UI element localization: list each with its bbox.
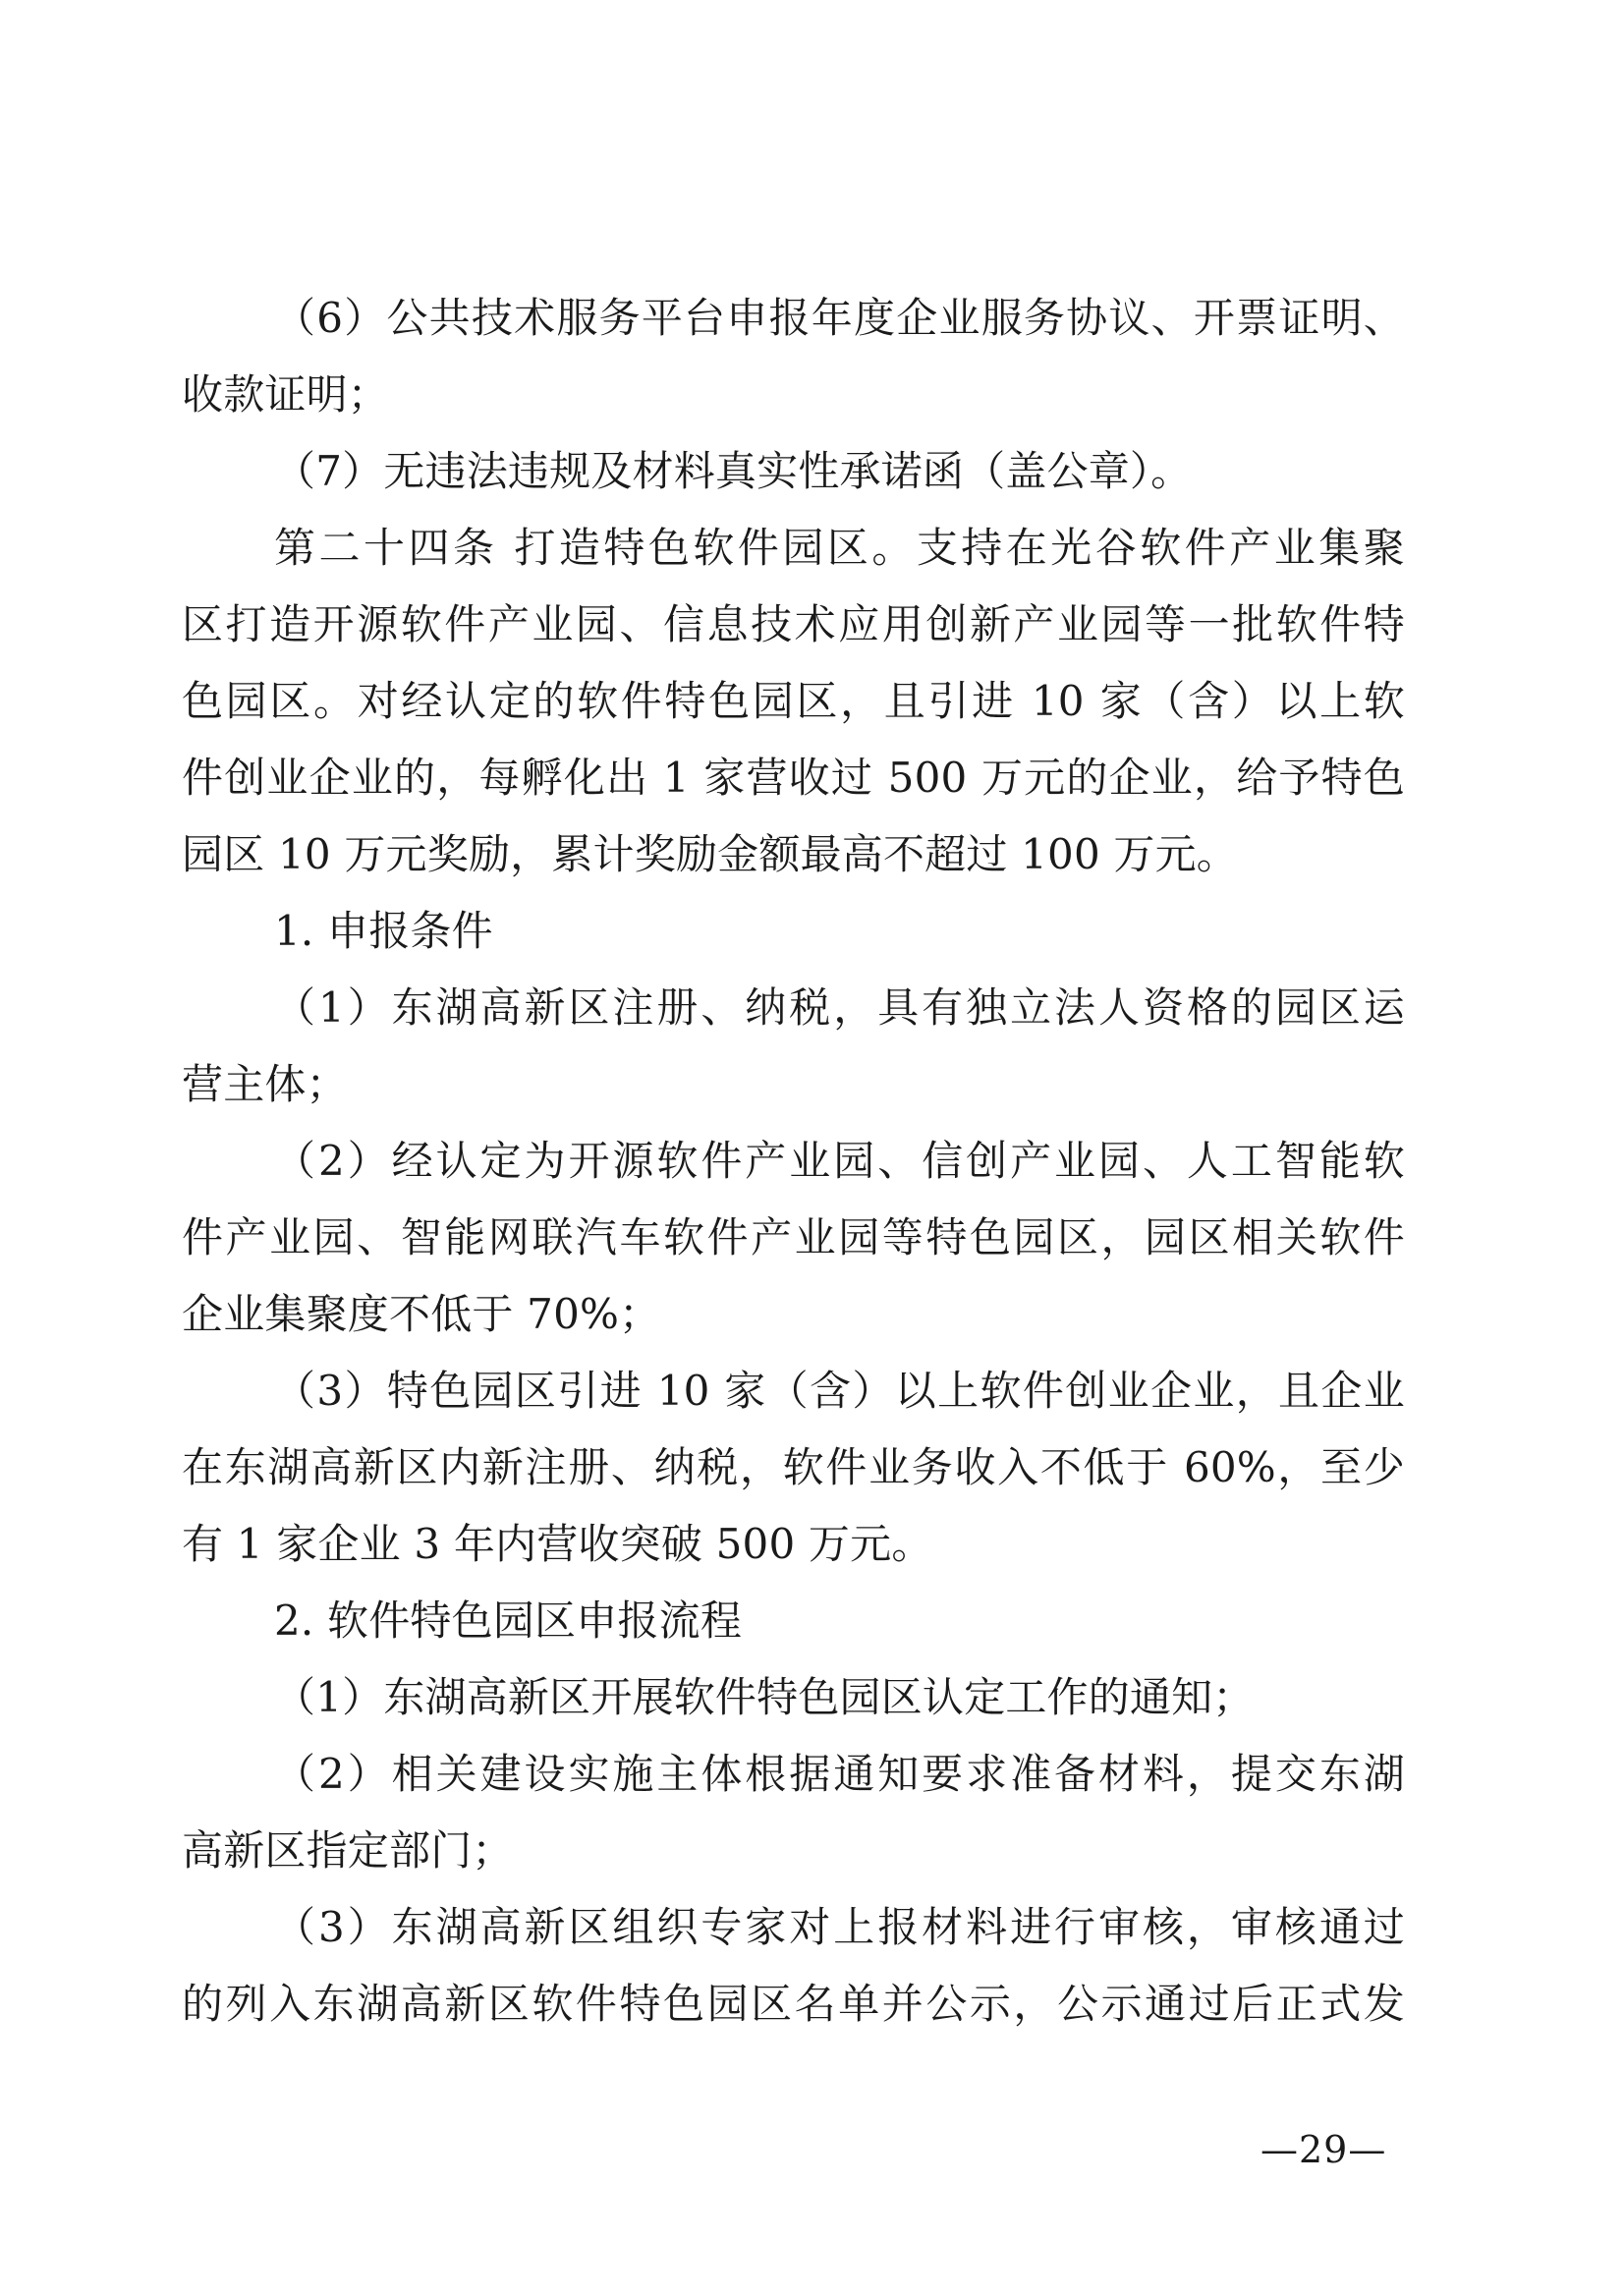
condition-3-line-1: （3）特色园区引进 10 家（含）以上软件创业企业，且企业 xyxy=(274,1367,1405,1415)
article-24-line-5: 园区 10 万元奖励，累计奖励金额最高不超过 100 万元。 xyxy=(182,830,1239,878)
process-3-line-2: 的列入东湖高新区软件特色园区名单并公示，公示通过后正式发 xyxy=(182,1980,1405,2028)
text-line-item-7: （7）无违法违规及材料真实性承诺函（盖公章）。 xyxy=(274,447,1193,495)
document-page xyxy=(182,280,1405,2043)
section-heading-conditions: 1. 申报条件 xyxy=(274,907,493,955)
process-1-line: （1）东湖高新区开展软件特色园区认定工作的通知； xyxy=(274,1673,1255,1721)
condition-2-line-3: 企业集聚度不低于 70%； xyxy=(182,1290,661,1338)
condition-2-line-1: （2）经认定为开源软件产业园、信创产业园、人工智能软 xyxy=(274,1137,1405,1185)
article-24-heading-line: 第二十四条 打造特色软件园区。支持在光谷软件产业集聚 xyxy=(274,524,1405,572)
article-24-line-3: 色园区。对经认定的软件特色园区，且引进 10 家（含）以上软 xyxy=(182,677,1405,725)
process-3-line-1: （3）东湖高新区组织专家对上报材料进行审核，审核通过 xyxy=(274,1903,1405,1951)
condition-1-line-1: （1）东湖高新区注册、纳税，具有独立法人资格的园区运 xyxy=(274,983,1405,1032)
condition-1-line-2: 营主体； xyxy=(182,1060,348,1108)
article-24-line-4: 件创业企业的，每孵化出 1 家营收过 500 万元的企业，给予特色 xyxy=(182,754,1405,802)
text-line-item-6-cont: 收款证明； xyxy=(182,370,390,419)
text-line-item-6: （6）公共技术服务平台申报年度企业服务协议、开票证明、 xyxy=(274,294,1405,342)
process-2-line-2: 高新区指定部门； xyxy=(182,1826,514,1875)
condition-2-line-2: 件产业园、智能网联汽车软件产业园等特色园区，园区相关软件 xyxy=(182,1213,1405,1261)
section-heading-process: 2. 软件特色园区申报流程 xyxy=(274,1596,743,1645)
condition-3-line-3: 有 1 家企业 3 年内营收突破 500 万元。 xyxy=(182,1520,933,1568)
condition-3-line-2: 在东湖高新区内新注册、纳税，软件业务收入不低于 60%，至少 xyxy=(182,1443,1405,1491)
process-2-line-1: （2）相关建设实施主体根据通知要求准备材料，提交东湖 xyxy=(274,1750,1405,1798)
page-number: —29— xyxy=(1260,2128,1387,2171)
article-24-line-2: 区打造开源软件产业园、信息技术应用创新产业园等一批软件特 xyxy=(182,600,1405,648)
